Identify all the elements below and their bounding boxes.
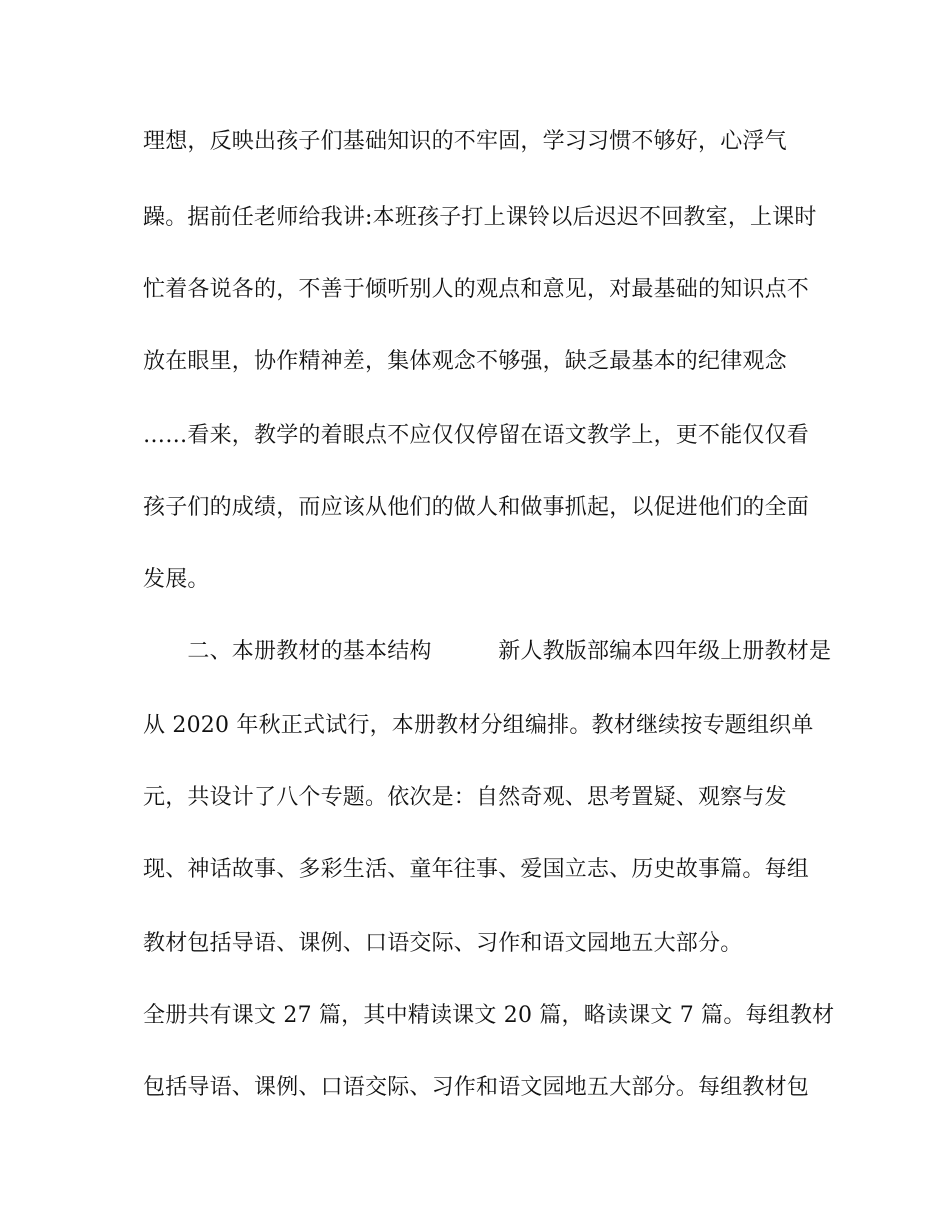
text-line: 发展。 bbox=[143, 567, 210, 592]
text-line: 元，共设计了八个专题。依次是：自然奇观、思考置疑、观察与发 bbox=[143, 785, 787, 810]
text-line: 包括导语、课例、口语交际、习作和语文园地五大部分。每组教材包 bbox=[143, 1075, 810, 1100]
text-line: 孩子们的成绩，而应该从他们的做人和做事抓起，以促进他们的全面 bbox=[143, 495, 810, 520]
text-line: 现、神话故事、多彩生活、童年往事、爱国立志、历史故事篇。每组 bbox=[143, 857, 810, 882]
text-line: 躁。据前任老师给我讲:本班孩子打上课铃以后迟迟不回教室，上课时 bbox=[143, 205, 817, 230]
text-line: ……看来，教学的着眼点不应仅仅停留在语文教学上，更不能仅仅看 bbox=[143, 423, 810, 448]
text-line: 全册共有课文 27 篇，其中精读课文 20 篇，略读课文 7 篇。每组教材 bbox=[143, 1003, 835, 1028]
section-heading-line: 二、本册教材的基本结构 新人教版部编本四年级上册教材是 bbox=[143, 639, 832, 664]
text-line: 从 2020 年秋正式试行，本册教材分组编排。教材继续按专题组织单 bbox=[143, 713, 814, 738]
text-line: 忙着各说各的，不善于倾听别人的观点和意见，对最基础的知识点不 bbox=[143, 277, 810, 302]
text-line: 教材包括导语、课例、口语交际、习作和语文园地五大部分。 bbox=[143, 931, 743, 956]
text-line: 放在眼里，协作精神差，集体观念不够强，缺乏最基本的纪律观念 bbox=[143, 349, 787, 374]
text-line: 理想，反映出孩子们基础知识的不牢固，学习习惯不够好，心浮气 bbox=[143, 129, 787, 154]
